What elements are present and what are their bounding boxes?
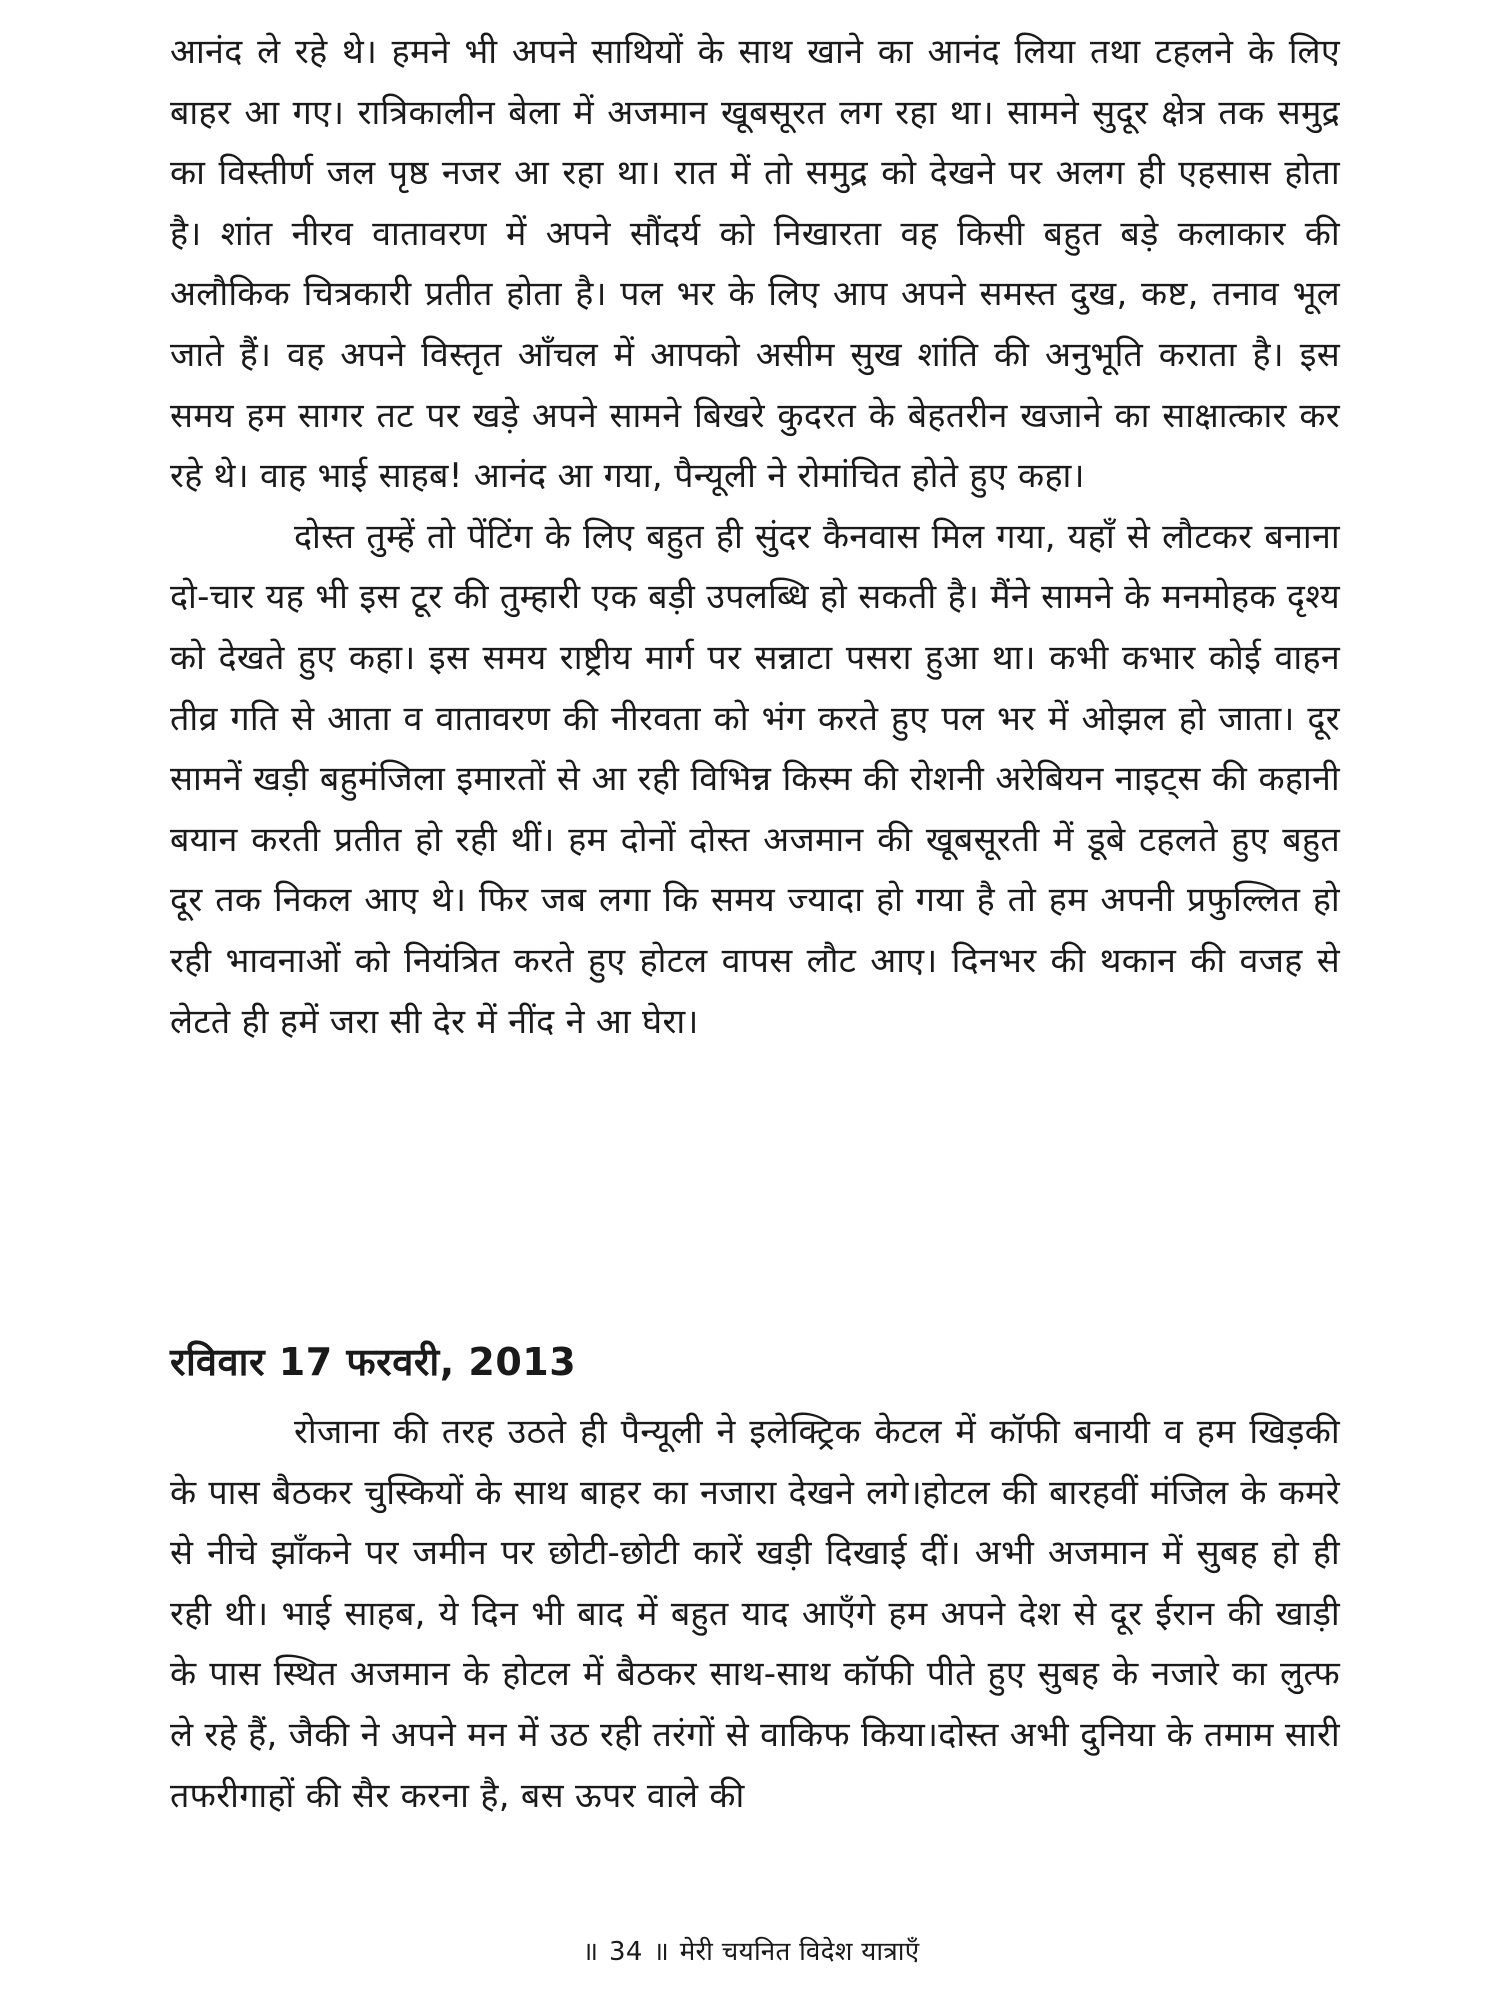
date-heading: रविवार 17 फरवरी, 2013 <box>170 1340 577 1384</box>
footer-right-mark: ॥ <box>653 1937 670 1967</box>
page-number: 34 <box>608 1937 643 1967</box>
book-title: मेरी चयनित विदेश यात्राएँ <box>679 1937 920 1967</box>
page-footer <box>0 1932 1500 1972</box>
paragraph-morning-coffee: रोजाना की तरह उठते ही पैन्यूली ने इलेक्ट्रिक केटल में कॉफी बनायी व हम खिड़की के पास बैठकर चुस्कियों के साथ बाहर का नजारा देखने लगे।होटल की बारहवीं मंजिल के कमरे से नीचे झाँकने पर जमीन पर छोटी-छोटी कारें खड़ी दिखाई दीं। अभी अजमान में सुबह हो ही रही थी। भाई साहब, ये दिन भी बाद में बहुत याद आएँगे हम अपने देश से दूर ईरान की खाड़ी के पास स्थित अजमान के होटल में बैठकर साथ-साथ कॉफी पीते हुए सुबह के नजारे का लुत्फ ले रहे हैं, जैकी ने अपने मन में उठ रही तरंगों से वाकिफ किया।दोस्त अभी दुनिया के तमाम सारी तफरीगाहों की सैर करना है, बस ऊपर वाले की <box>170 1412 1340 1816</box>
text-block-upper <box>170 22 1340 1052</box>
footer-left-mark: ॥ <box>582 1937 599 1967</box>
paragraph-canvas-dialogue: दोस्त तुम्हें तो पेंटिंग के लिए बहुत ही सुंदर कैनवास मिल गया, यहाँ से लौटकर बनाना दो-चार यह भी इस टूर की तुम्हारी एक बड़ी उपलब्धि हो सकती है। मैंने सामने के मनमोहक दृश्य को देखते हुए कहा। इस समय राष्ट्रीय मार्ग पर सन्नाटा पसरा हुआ था। कभी कभार कोई वाहन तीव्र गति से आता व वातावरण की नीरवता को भंग करते हुए पल भर में ओझल हो जाता। दूर सामनें खड़ी बहुमंजिला इमारतों से आ रही विभिन्न किस्म की रोशनी अरेबियन नाइट्स की कहानी बयान करती प्रतीत हो रही थीं। हम दोनों दोस्त अजमान की खूबसूरती में डूबे टहलते हुए बहुत दूर तक निकल आए थे। फिर जब लगा कि समय ज्यादा हो गया है तो हम अपनी प्रफुल्लित हो रही भावनाओं को नियंत्रित करते हुए होटल वापस लौट आए। दिनभर की थकान की वजह से लेटते ही हमें जरा सी देर में नींद ने आ घेरा। <box>170 516 1340 1042</box>
text-block-lower <box>170 1402 1340 1826</box>
paragraph-continuation: आनंद ले रहे थे। हमने भी अपने साथियों के साथ खाने का आनंद लिया तथा टहलने के लिए बाहर आ गए। रात्रिकालीन बेला में अजमान खूबसूरत लग रहा था। सामने सुदूर क्षेत्र तक समुद्र का विस्तीर्ण जल पृष्ठ नजर आ रहा था। रात में तो समुद्र को देखने पर अलग ही एहसास होता है। शांत नीरव वातावरण में अपने सौंदर्य को निखारता वह किसी बहुत बड़े कलाकार की अलौकिक चित्रकारी प्रतीत होता है। पल भर के लिए आप अपने समस्त दुख, कष्ट, तनाव भूल जाते हैं। वह अपने विस्तृत आँचल में आपको असीम सुख शांति की अनुभूति कराता है। इस समय हम सागर तट पर खड़े अपने सामने बिखरे कुदरत के बेहतरीन खजाने का साक्षात्कार कर रहे थे। वाह भाई साहब! आनंद आ गया, पैन्यूली ने रोमांचित होते हुए कहा। <box>170 32 1340 497</box>
